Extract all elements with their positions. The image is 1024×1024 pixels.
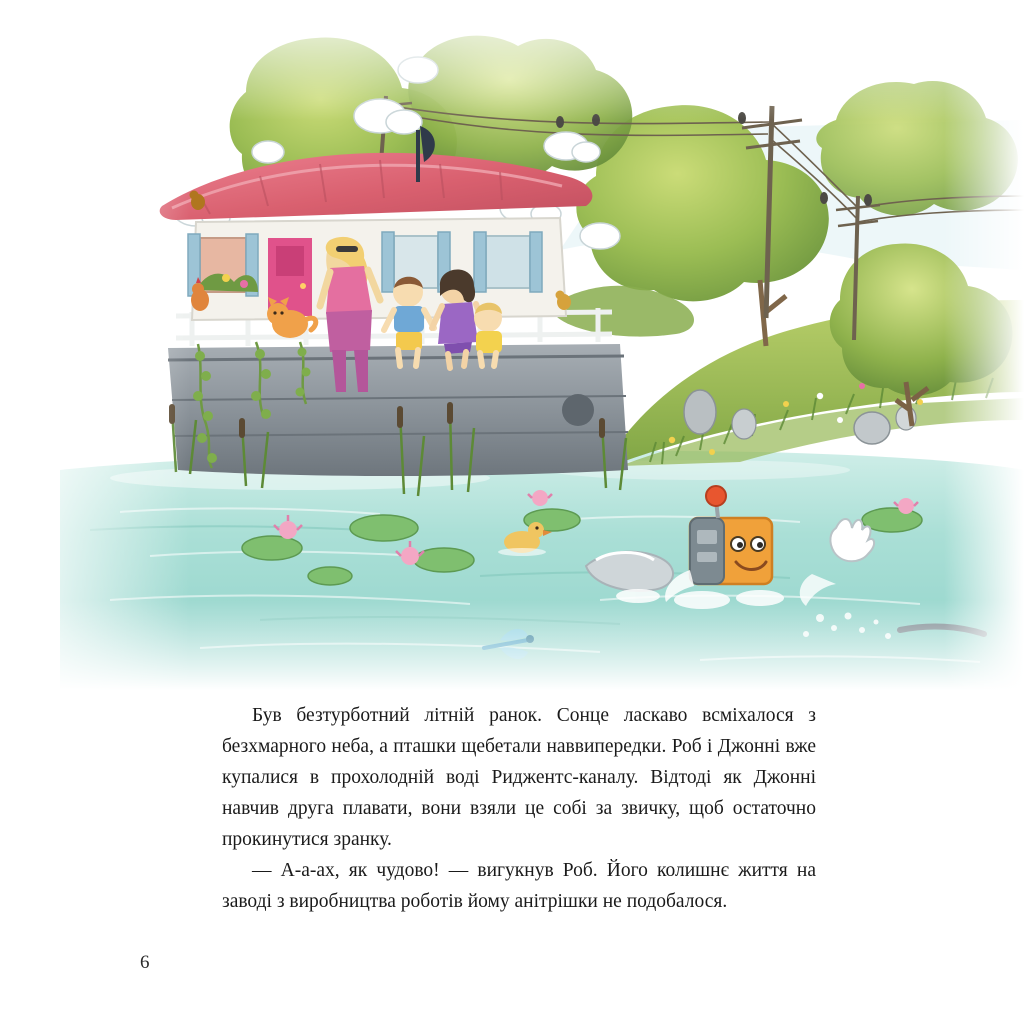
edge-fade-bottom	[0, 600, 1024, 690]
paragraph-1: Був безтурботний літній ранок. Сонце ласкаво всміхалося з безхмарного неба, а пташки щебетали наввипередки. Роб і Джонні вже купалися в прохолодній воді Риджентс-каналу. Відтоді як Джонні навчив друга плавати, вони взяли це собі за звичку, щоб остаточно прокинутися зранку.	[222, 705, 816, 850]
paragraph-2: — А-а-ах, як чудово! — вигукнув Роб. Його колишнє життя на заводі з виробництва роботів йому анітрішки не подобалося.	[222, 860, 816, 912]
porthole	[562, 394, 594, 426]
edge-fade-top	[0, 0, 1024, 120]
edge-fade-right	[944, 0, 1024, 690]
page-number: 6	[140, 952, 150, 973]
body-text	[222, 700, 816, 917]
